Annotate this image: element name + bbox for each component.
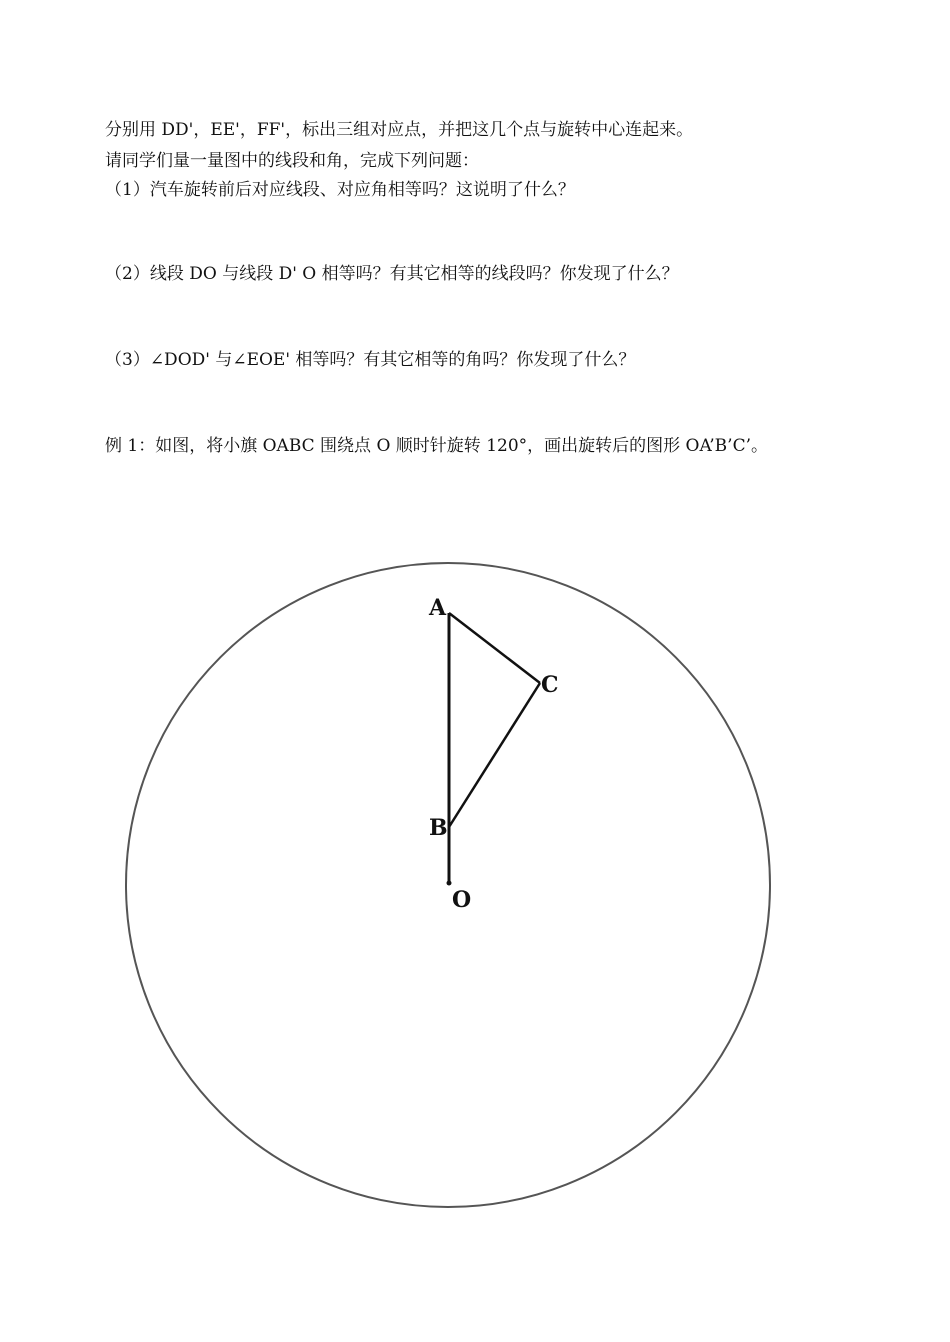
question-3: （3）∠DOD' 与∠EOE' 相等吗？有其它相等的角吗？你发现了什么？: [105, 350, 636, 370]
label-C: C: [541, 672, 559, 698]
segment-AC: [449, 613, 540, 683]
rotation-figure: [120, 555, 780, 1215]
label-B: B: [429, 815, 448, 841]
instruction-line-2: 请同学们量一量图中的线段和角，完成下列问题：: [105, 151, 479, 171]
example-1: 例 1：如图，将小旗 OABC 围绕点 O 顺时针旋转 120°，画出旋转后的图形 OA’B’C’。: [105, 436, 768, 456]
question-2: （2）线段 DO 与线段 D' O 相等吗？有其它相等的线段吗？你发现了什么？: [105, 264, 679, 284]
figure-svg: [120, 555, 780, 1215]
question-1: （1）汽车旋转前后对应线段、对应角相等吗？这说明了什么？: [105, 180, 575, 200]
segment-CB: [449, 683, 540, 827]
label-O: O: [452, 887, 472, 913]
point-O: [447, 881, 452, 886]
instruction-line-1: 分别用 DD'，EE'，FF'，标出三组对应点，并把这几个点与旋转中心连起来。: [105, 120, 694, 140]
label-A: A: [429, 595, 447, 621]
